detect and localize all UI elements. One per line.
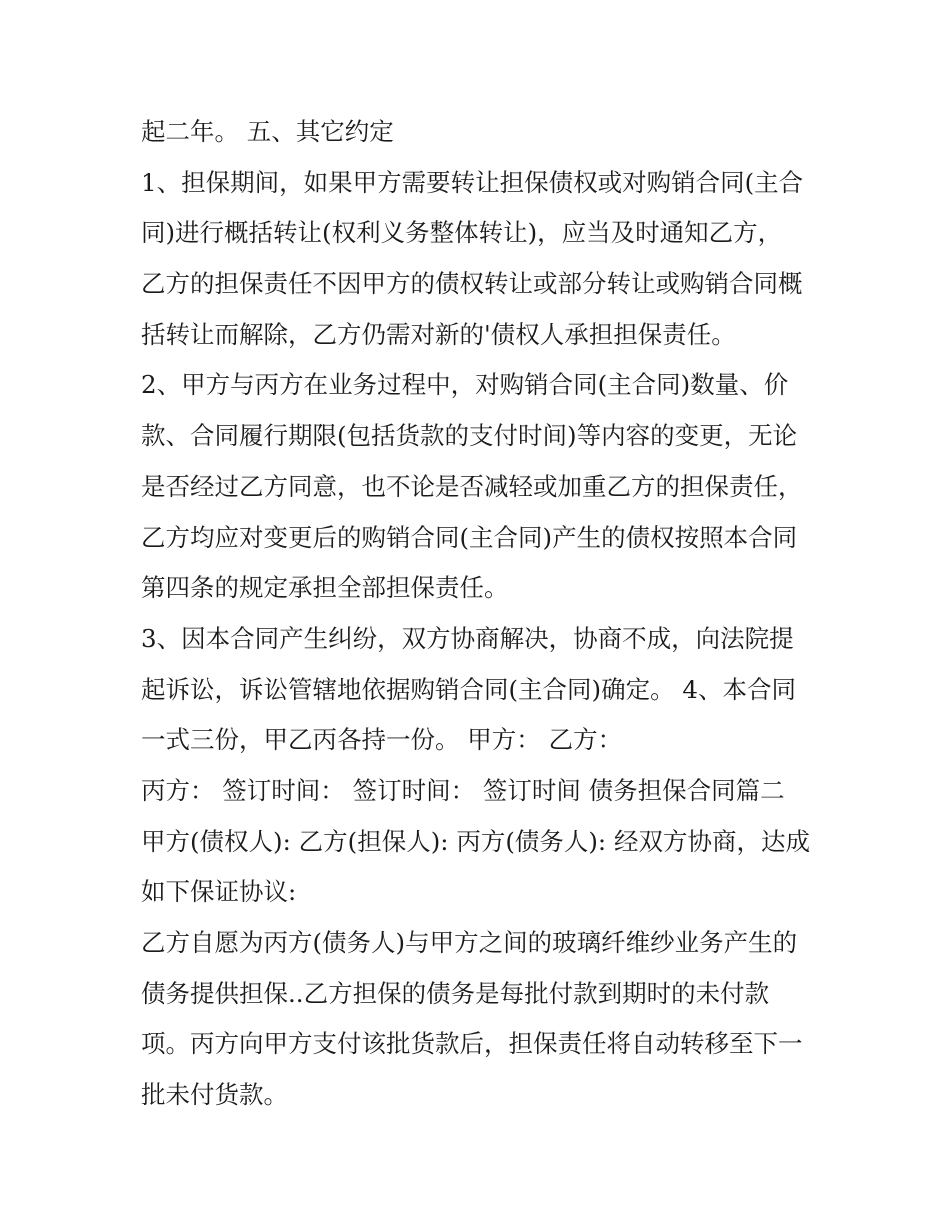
text-line: 第四条的规定承担全部担保责任。 bbox=[141, 573, 509, 603]
text-line: 如下保证协议: bbox=[141, 877, 297, 907]
text-line: 款、合同履行期限(包括货款的支付时间)等内容的变更，无论 bbox=[141, 421, 798, 451]
text-line: 3、因本合同产生纠纷，双方协商解决，协商不成，向法院提 bbox=[141, 623, 794, 653]
text-line: 乙方的担保责任不因甲方的债权转让或部分转让或购销合同概 bbox=[141, 269, 803, 299]
text-line: 同)进行概括转让(权利义务整体转让)，应当及时通知乙方， bbox=[141, 218, 783, 248]
text-line: 1、担保期间，如果甲方需要转让担保债权或对购销合同(主合 bbox=[141, 167, 804, 197]
text-line: 乙方自愿为丙方(债务人)与甲方之间的玻璃纤维纱业务产生的 bbox=[141, 928, 798, 957]
text-line: 起二年。 五、其它约定 bbox=[141, 117, 394, 146]
text-line: 项。丙方向甲方支付该批货款后，担保责任将自动转移至下一 bbox=[141, 1029, 803, 1059]
text-line: 乙方均应对变更后的购销合同(主合同)产生的债权按照本合同 bbox=[141, 522, 798, 552]
text-line: 甲方(债权人): 乙方(担保人): 丙方(债务人): 经双方协商，达成 bbox=[141, 826, 810, 856]
document-body bbox=[141, 107, 821, 1121]
text-line: 丙方： 签订时间： 签订时间： 签订时间 债务担保合同篇二 bbox=[141, 775, 785, 805]
text-line: 2、甲方与丙方在业务过程中，对购销合同(主合同)数量、价 bbox=[141, 370, 789, 400]
text-line: 括转让而解除，乙方仍需对新的'债权人承担担保责任。 bbox=[141, 319, 736, 349]
text-line: 批未付货款。 bbox=[141, 1080, 288, 1110]
text-line: 起诉讼，诉讼管辖地依据购销合同(主合同)确定。 4、本合同 bbox=[141, 674, 796, 704]
text-line: 债务提供担保..乙方担保的债务是每批付款到期时的未付款 bbox=[141, 978, 770, 1008]
text-line: 是否经过乙方同意，也不论是否减轻或加重乙方的担保责任， bbox=[141, 471, 803, 501]
text-line: 一式三份，甲乙丙各持一份。 甲方： 乙方： bbox=[141, 725, 623, 755]
